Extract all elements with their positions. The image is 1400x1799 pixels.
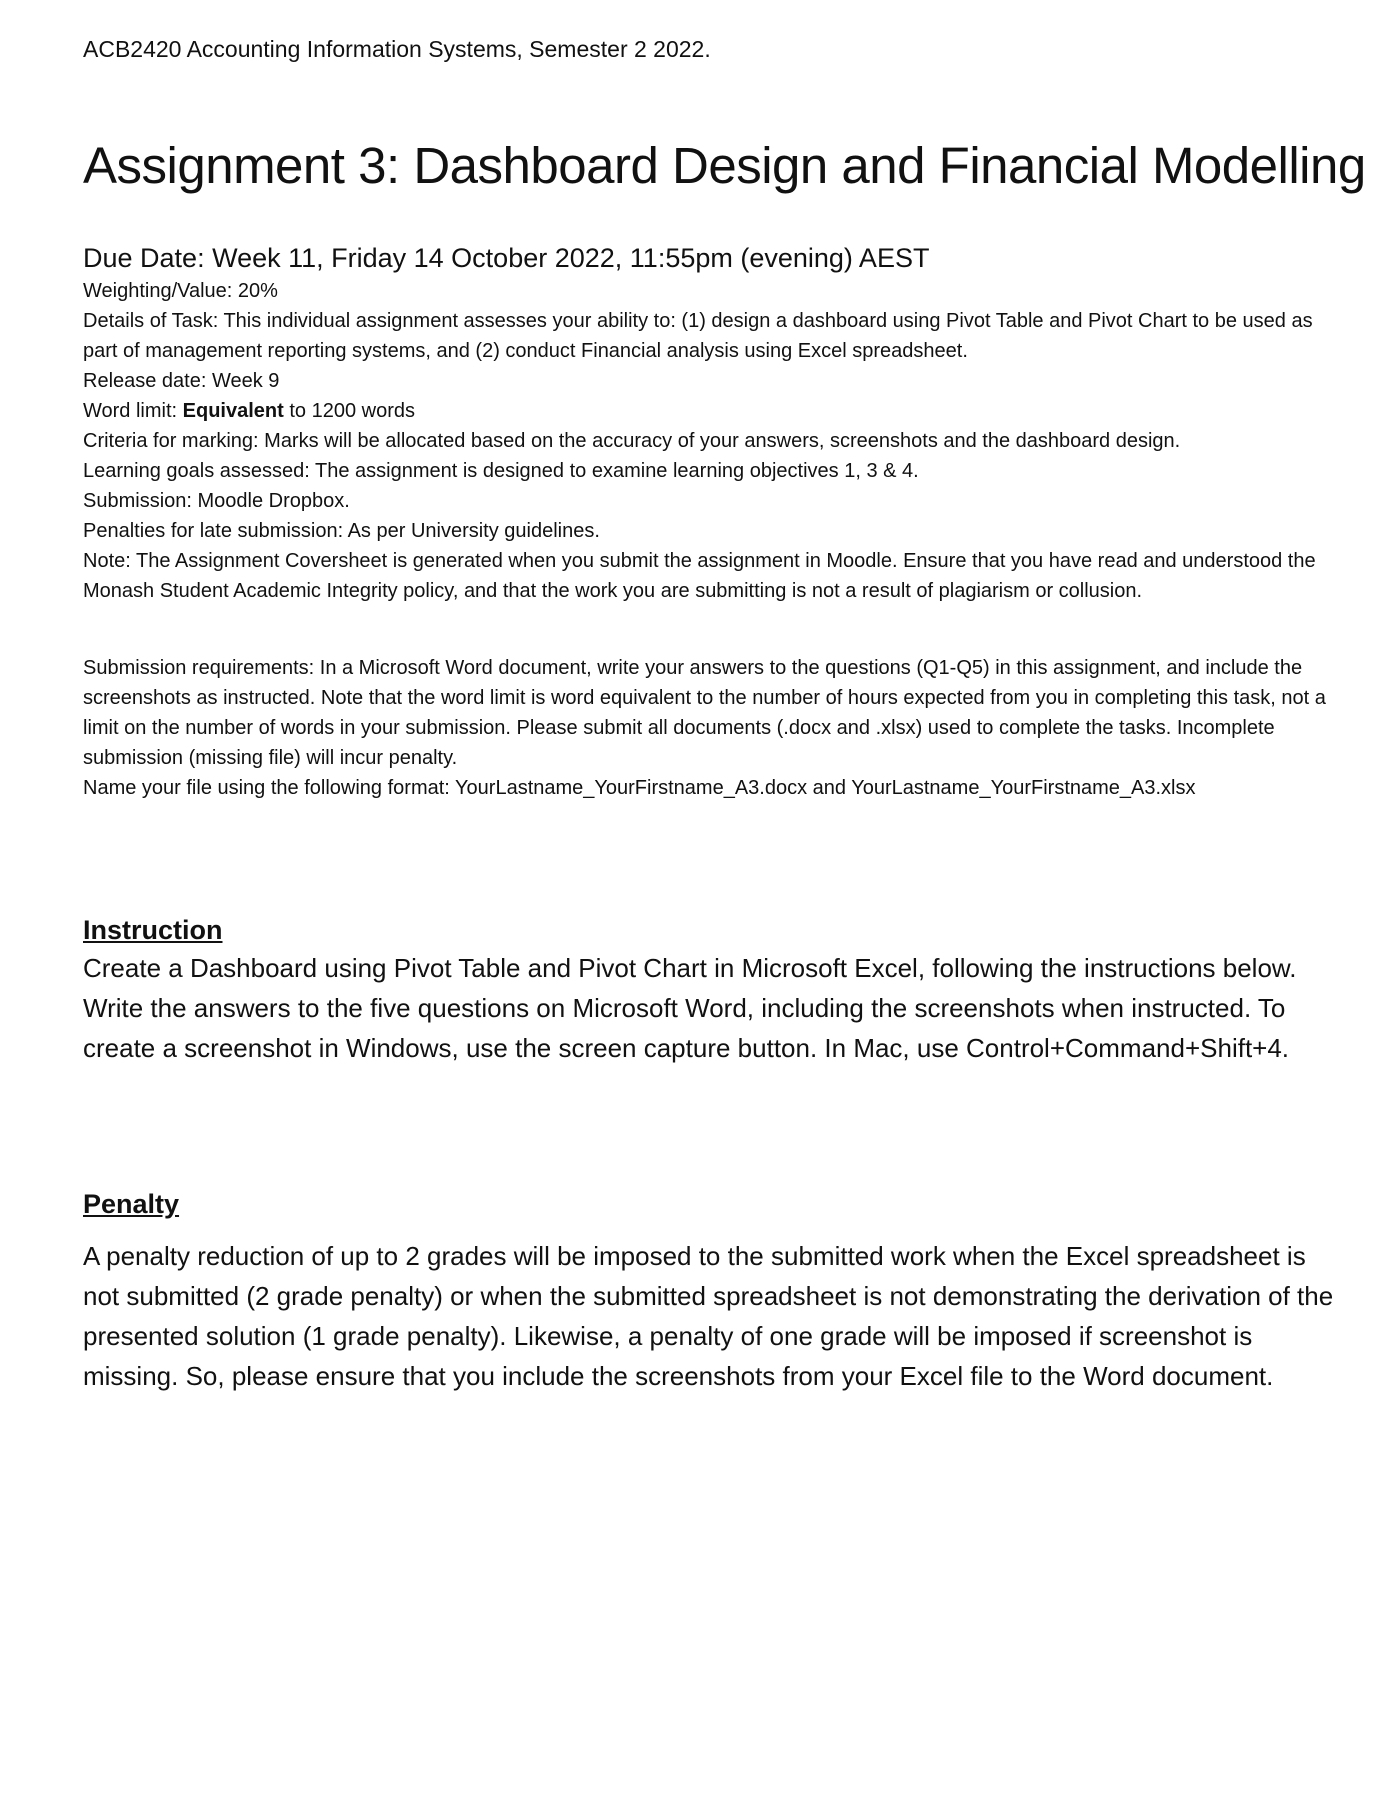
- assignment-details: [83, 240, 1343, 803]
- file-naming-format: Name your file using the following format: YourLastname_YourFirstname_A3.docx and YourLastname_YourFirstname_A3.xlsx: [83, 777, 1196, 799]
- instruction-heading: Instruction: [83, 915, 223, 945]
- penalty-section: [83, 1186, 1343, 1396]
- learning-goals: Learning goals assessed: The assignment is designed to examine learning objectives 1, 3 & 4.: [83, 460, 919, 482]
- course-header: ACB2420 Accounting Information Systems, Semester 2 2022.: [83, 36, 711, 62]
- spacer: [83, 606, 1343, 653]
- late-penalties: Penalties for late submission: As per University guidelines.: [83, 520, 600, 542]
- due-date: Due Date: Week 11, Friday 14 October 2022, 11:55pm (evening) AEST: [83, 243, 930, 273]
- assignment-title: Assignment 3: Dashboard Design and Financial Modelling: [83, 137, 1366, 194]
- word-limit-prefix: Word limit:: [83, 400, 183, 422]
- instruction-section: [83, 912, 1343, 1068]
- task-details: Details of Task: This individual assignment assesses your ability to: (1) design a dashboard using Pivot Table and Pivot Chart to be used as part of management reporting systems, and (2) conduct Financial analysis using Excel spreadsheet.: [83, 310, 1313, 362]
- word-limit: [83, 396, 1343, 426]
- penalty-body: A penalty reduction of up to 2 grades will be imposed to the submitted work when the Excel spreadsheet is not submitted (2 grade penalty) or when the submitted spreadsheet is not demonstrating the derivation of the presented solution (1 grade penalty). Likewise, a penalty of one grade will be imposed if screenshot is missing. So, please ensure that you include the screenshots from your Excel file to the Word document.: [83, 1241, 1334, 1391]
- word-limit-suffix: to 1200 words: [283, 400, 415, 422]
- marking-criteria: Criteria for marking: Marks will be allocated based on the accuracy of your answers, screenshots and the dashboard design.: [83, 430, 1181, 452]
- word-limit-emphasis: Equivalent: [182, 400, 284, 422]
- penalty-heading: Penalty: [83, 1189, 180, 1219]
- submission-method: Submission: Moodle Dropbox.: [83, 490, 350, 512]
- submission-requirements: Submission requirements: In a Microsoft Word document, write your answers to the questions (Q1-Q5) in this assignment, and include the screenshots as instructed. Note that the word limit is word equivalent to the number of hours expected from you in completing this task, not a limit on the number of words in your submission. Please submit all documents (.docx and .xlsx) used to complete the tasks. Incomplete submission (missing file) will incur penalty.: [83, 657, 1326, 769]
- release-date: Release date: Week 9: [83, 370, 280, 392]
- weighting: Weighting/Value: 20%: [83, 280, 278, 302]
- integrity-note: Note: The Assignment Coversheet is generated when you submit the assignment in Moodle. Ensure that you have read and understood the Monash Student Academic Integrity policy, and that the work you are submitting is not a result of plagiarism or collusion.: [83, 550, 1316, 602]
- instruction-body: Create a Dashboard using Pivot Table and Pivot Chart in Microsoft Excel, following the instructions below. Write the answers to the five questions on Microsoft Word, including the screenshots when instructed. To create a screenshot in Windows, use the screen capture button. In Mac, use Control+Command+Shift+4.: [83, 953, 1297, 1063]
